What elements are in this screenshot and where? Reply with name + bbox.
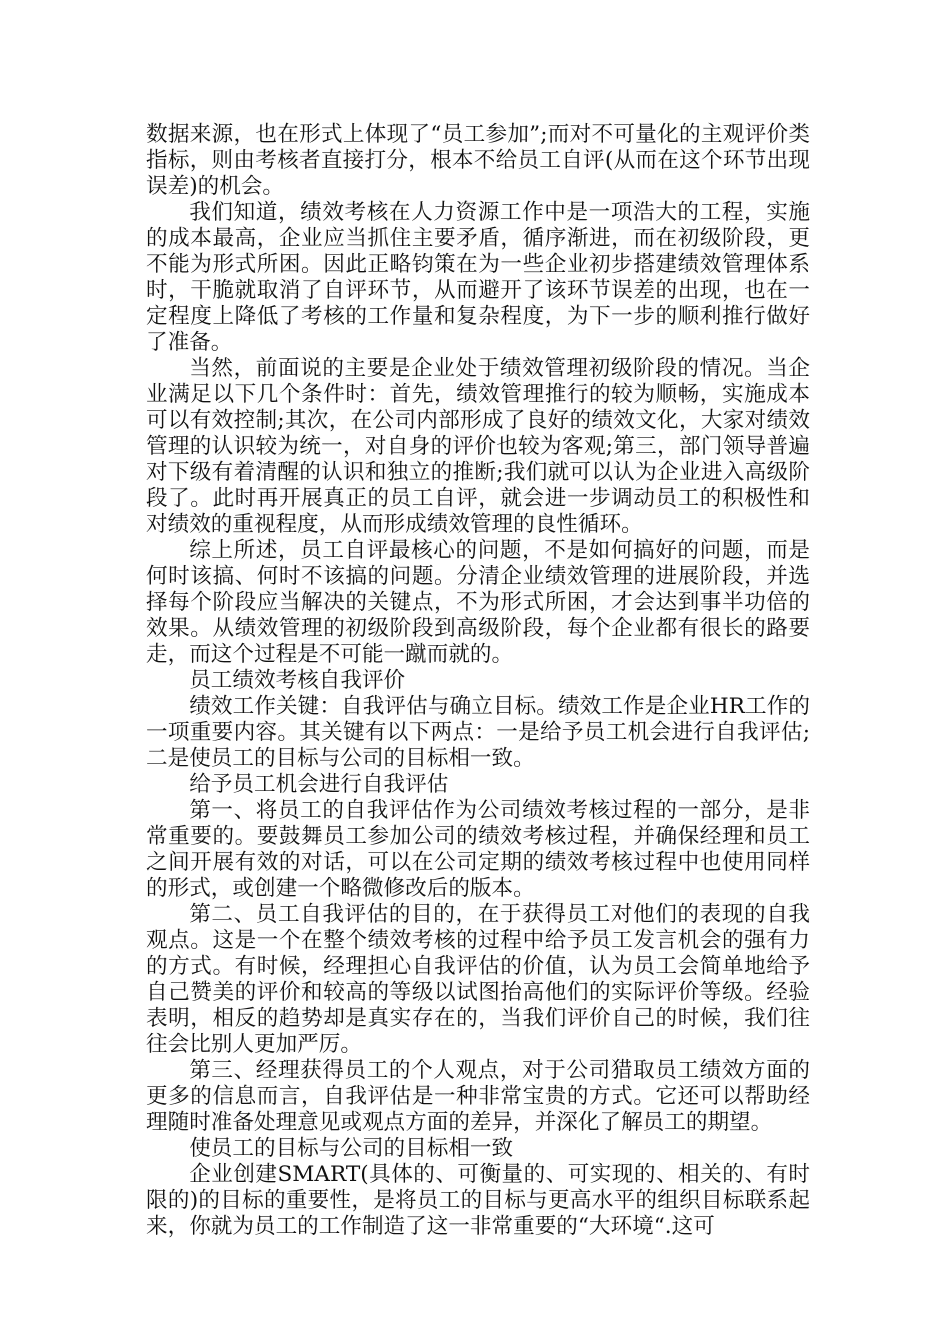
paragraph-3: 当然，前面说的主要是企业处于绩效管理初级阶段的情况。当企业满足以下几个条件时：首先，绩效管理推行的较为顺畅，实施成本可以有效控制;其次，在公司内部形成了良好的绩效文化，大家对绩效管理的认识较为统一，对自身的评价也较为客观;第三，部门领导普遍对下级有着清醒的认识和独立的推断;我们就可以认为企业进入高级阶段了。此时再开展真正的员工自评，就会进一步调动员工的积极性和对绩效的重视程度，从而形成绩效管理的良性循环。 — [146, 356, 810, 537]
section-heading-give-opportunity: 给予员工机会进行自我评估 — [189, 772, 449, 797]
section-heading-align-goals: 使员工的目标与公司的目标相一致 — [189, 1136, 514, 1161]
paragraph-6: 第一、将员工的自我评估作为公司绩效考核过程的一部分，是非常重要的。要鼓舞员工参加公司的绩效考核过程，并确保经理和员工之间开展有效的对话，可以在公司定期的绩效考核过程中也使用同样的形式，或创建一个略微修改后的版本。 — [146, 798, 810, 901]
paragraph-9: 企业创建SMART(具体的、可衡量的、可实现的、相关的、有时限的)的目标的重要性，是将员工的目标与更高水平的组织目标联系起来，你就为员工的工作制造了这一非常重要的“大环境“.这可 — [146, 1162, 810, 1239]
paragraph-5: 绩效工作关键：自我评估与确立目标。绩效工作是企业HR工作的一项重要内容。其关键有以下两点：一是给予员工机会进行自我评估;二是使员工的目标与公司的目标相一致。 — [146, 694, 810, 771]
paragraph-8: 第三、经理获得员工的个人观点，对于公司猎取员工绩效方面的更多的信息而言，自我评估是一种非常宝贵的方式。它还可以帮助经理随时准备处理意见或观点方面的差异，并深化了解员工的期望。 — [146, 1058, 810, 1135]
section-heading-self-evaluation: 员工绩效考核自我评价 — [189, 668, 406, 693]
paragraph-4: 综上所述，员工自评最核心的问题，不是如何搞好的问题，而是何时该搞、何时不该搞的问题。分清企业绩效管理的进展阶段，并选择每个阶段应当解决的关键点，不为形式所困，才会达到事半功倍的效果。从绩效管理的初级阶段到高级阶段，每个企业都有很长的路要走，而这个过程是不可能一蹴而就的。 — [146, 538, 810, 667]
document-page — [146, 122, 810, 1240]
paragraph-7: 第二、员工自我评估的目的，在于获得员工对他们的表现的自我观点。这是一个在整个绩效考核的过程中给予员工发言机会的强有力的方式。有时候，经理担心自我评估的价值，认为员工会简单地给予自己赞美的评价和较高的等级以试图抬高他们的实际评价等级。经验表明，相反的趋势却是真实存在的，当我们评价自己的时候，我们往往会比别人更加严厉。 — [146, 902, 810, 1057]
paragraph-2: 我们知道，绩效考核在人力资源工作中是一项浩大的工程，实施的成本最高，企业应当抓住主要矛盾，循序渐进，而在初级阶段，更不能为形式所困。因此正略钧策在为一些企业初步搭建绩效管理体系时，干脆就取消了自评环节，从而避开了该环节误差的出现，也在一定程度上降低了考核的工作量和复杂程度，为下一步的顺利推行做好了准备。 — [146, 200, 810, 355]
paragraph-1: 数据来源，也在形式上体现了“员工参加”;而对不可量化的主观评价类指标，则由考核者直接打分，根本不给员工自评(从而在这个环节出现误差)的机会。 — [146, 122, 810, 199]
